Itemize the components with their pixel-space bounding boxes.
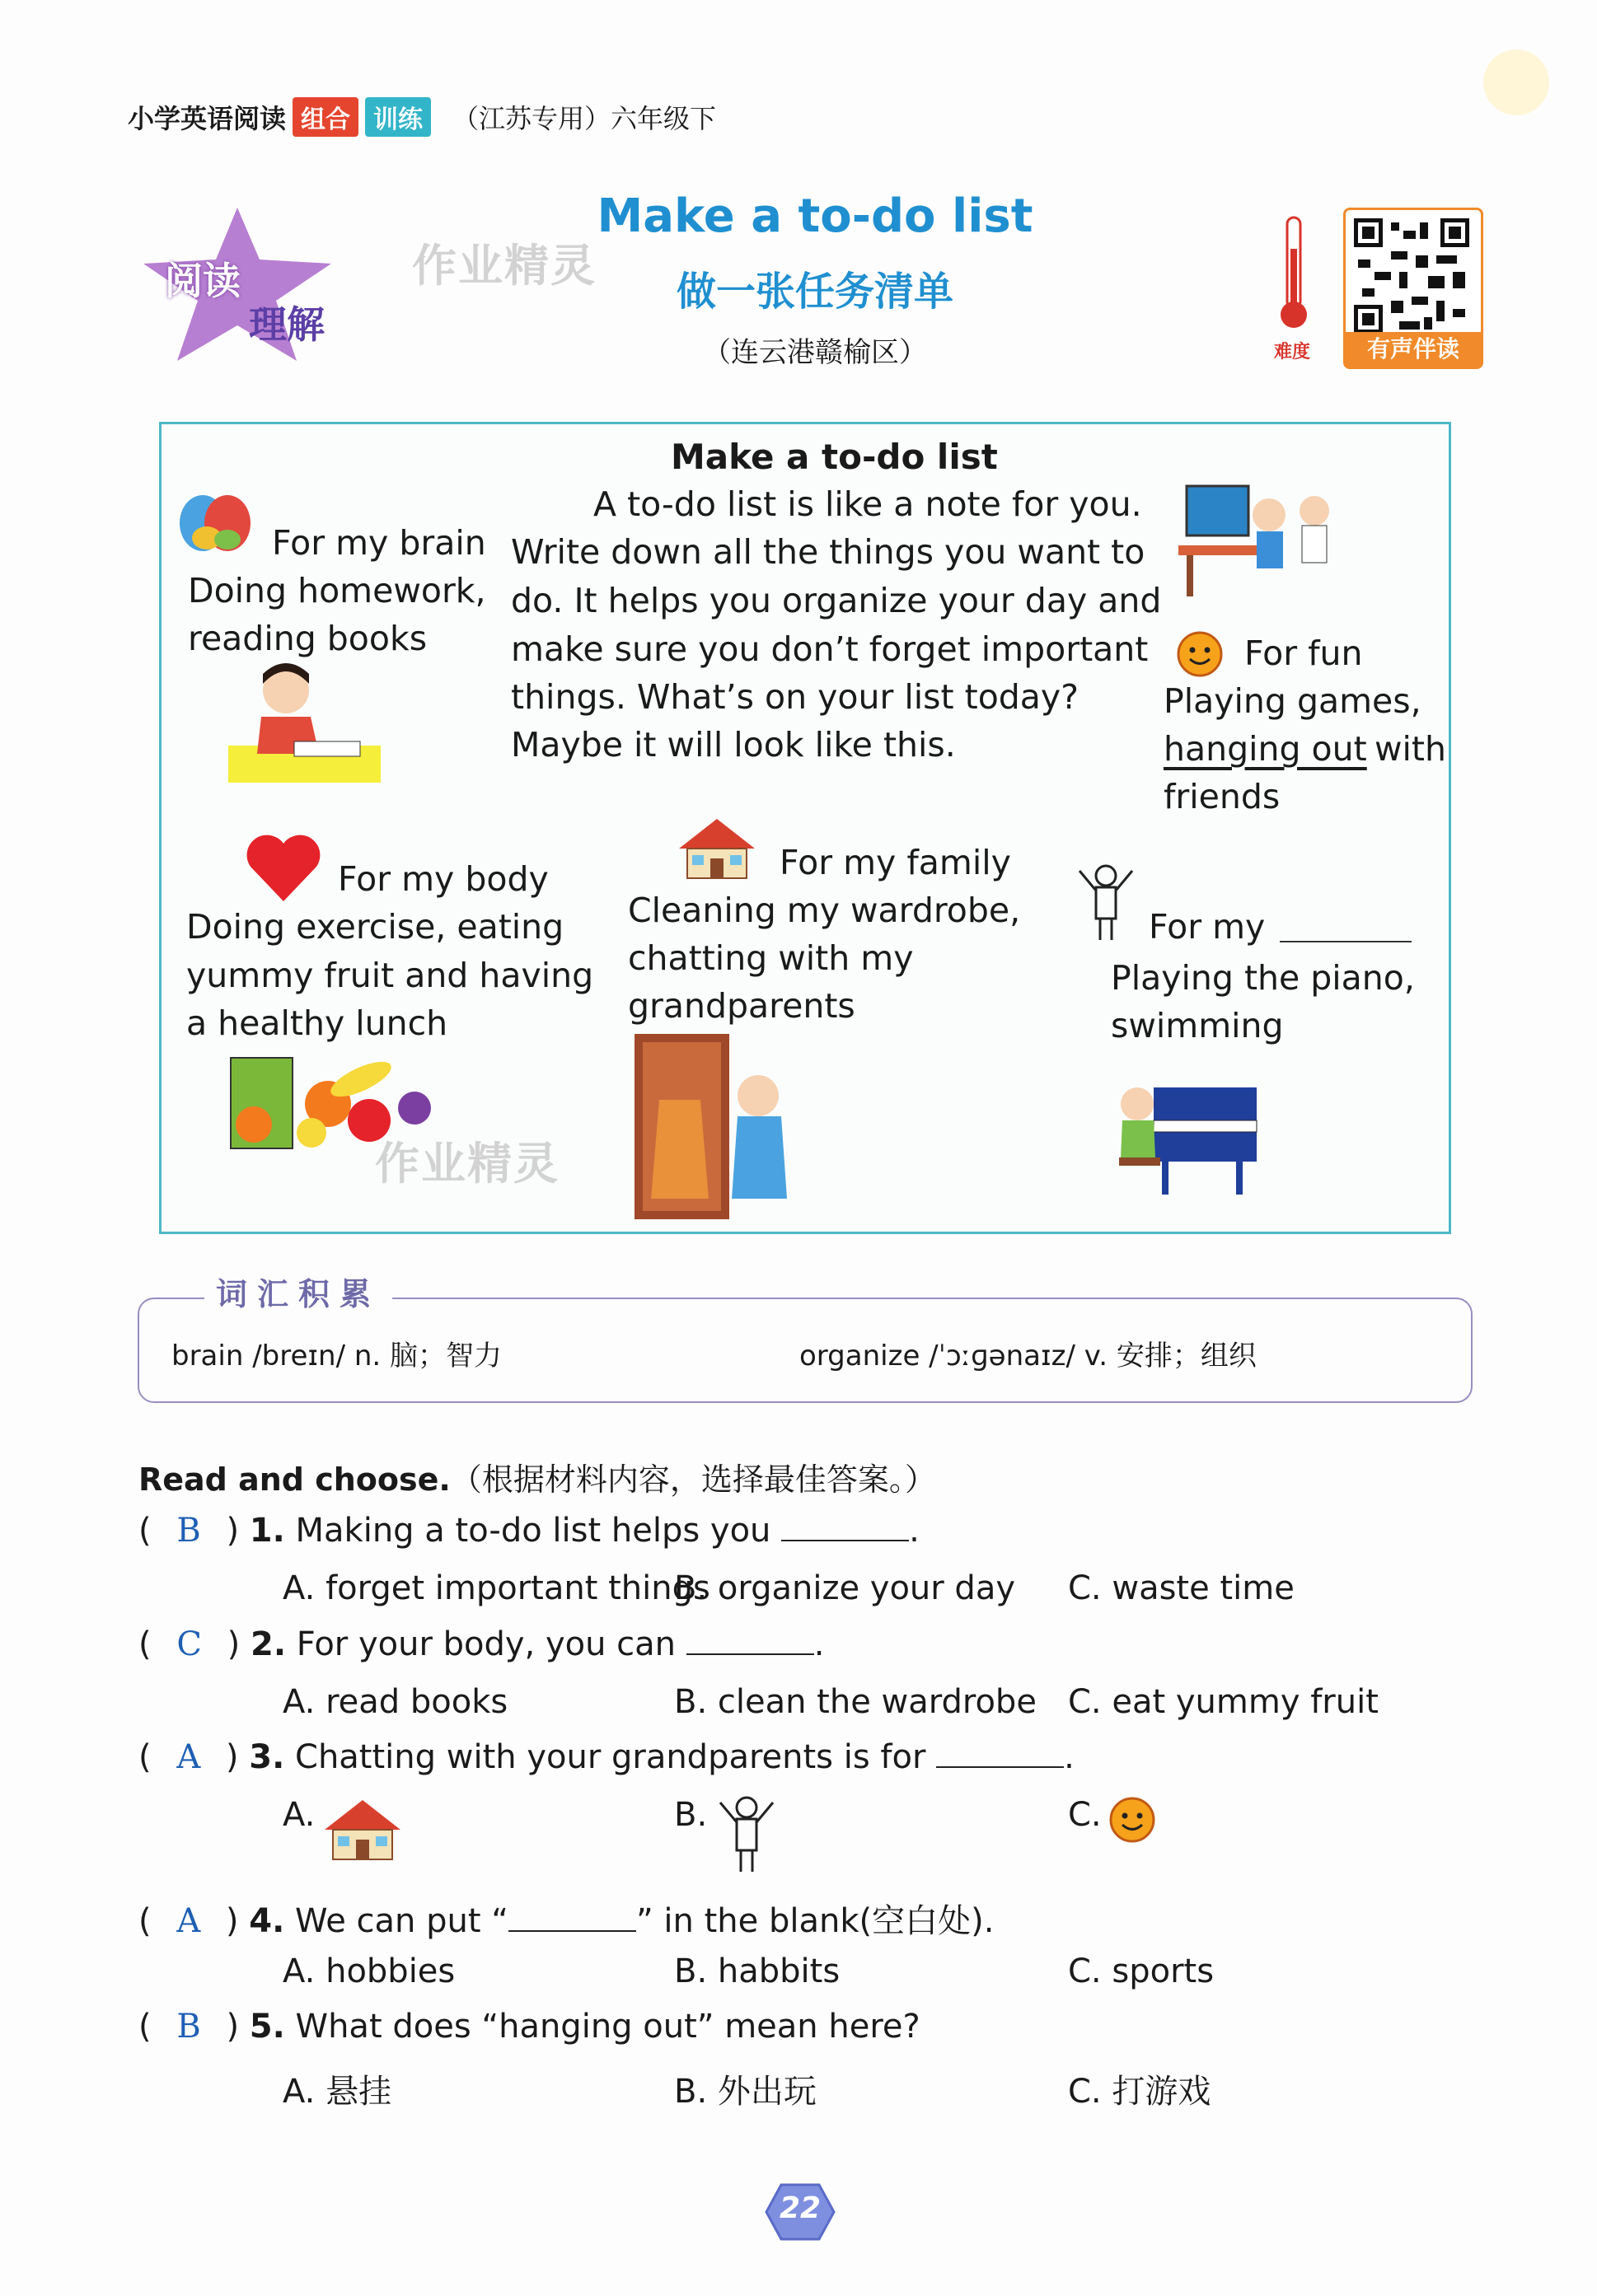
q3-stick-figure-icon <box>714 1793 780 1875</box>
fun-line-2b: with <box>1375 729 1446 769</box>
vocabulary-title: 词汇积累 <box>204 1269 392 1314</box>
question-2: ( C ) 2. For your body, you can . <box>138 1625 825 1663</box>
question-number-1: 1. <box>249 1512 285 1550</box>
answer-blank-3[interactable] <box>936 1766 1064 1768</box>
series-tag-2: 训练 <box>365 97 431 137</box>
family-line-3: grandparents <box>628 986 855 1026</box>
hobby-line-1: Playing the piano, <box>1111 958 1415 998</box>
series-tag-1: 组合 <box>293 97 358 137</box>
qr-code-icon <box>1354 218 1469 334</box>
series-name: 小学英语阅读 <box>128 103 287 134</box>
question-stem-5: What does “hanging out” mean here? <box>295 2008 920 2046</box>
intro-line-3: do. It helps you organize your day and <box>511 581 1162 620</box>
boy-wardrobe-illustration <box>635 1034 791 1219</box>
difficulty-thermometer-icon <box>1277 216 1310 331</box>
brain-icon <box>178 490 252 558</box>
smiley-face-icon <box>1176 630 1224 678</box>
answer-blank-4[interactable] <box>508 1930 636 1932</box>
fun-line-2-underlined: hanging out <box>1164 729 1367 769</box>
body-line-1: Doing exercise, eating <box>186 907 564 947</box>
brain-line-2: reading books <box>188 619 428 658</box>
hobby-line-2: swimming <box>1111 1006 1284 1045</box>
fun-line-3: friends <box>1164 777 1281 816</box>
answer-blank-1[interactable] <box>781 1540 909 1541</box>
q5-option-a: A. 悬挂 <box>283 2073 392 2111</box>
q2-option-c: C. eat yummy fruit <box>1068 1683 1379 1721</box>
question-3: ( A ) 3. Chatting with your grandparents is for . <box>138 1738 1075 1776</box>
question-number-5: 5. <box>249 2008 285 2046</box>
answer-2[interactable]: C <box>176 1625 202 1663</box>
audio-label: 有声伴读 <box>1346 332 1481 367</box>
q1-option-b: B. organize your day <box>674 1569 1016 1607</box>
fun-title: For fun <box>1244 634 1363 673</box>
answer-5[interactable]: B <box>176 2008 201 2046</box>
brain-line-1: Doing homework, <box>188 571 486 610</box>
q1-option-a: A. forget important things <box>283 1569 710 1607</box>
answer-1[interactable]: B <box>176 1512 201 1550</box>
girl-reading-illustration <box>228 659 381 783</box>
body-line-2: yummy fruit and having <box>186 956 594 995</box>
vocab-word-brain: brain /breɪn/ n. 脑；智力 <box>171 1340 502 1372</box>
q3-smiley-face-icon <box>1108 1796 1156 1844</box>
q5-option-b: B. 外出玩 <box>674 2073 817 2111</box>
difficulty-label: 难度 <box>1274 342 1311 362</box>
q4-option-a: A. hobbies <box>283 1952 456 1990</box>
badge-text-reading: 阅读 <box>165 259 241 303</box>
family-line-1: Cleaning my wardrobe, <box>628 891 1021 930</box>
answer-3[interactable]: A <box>176 1738 201 1776</box>
audio-qr-card[interactable] <box>1343 208 1483 369</box>
passage-title: Make a to-do list <box>671 437 998 477</box>
question-stem-3: Chatting with your grandparents is for <box>295 1738 926 1776</box>
q3-option-c: C. <box>1068 1796 1102 1834</box>
house-icon <box>676 816 758 881</box>
kids-computer-illustration <box>1178 478 1343 601</box>
badge-text-comprehension: 理解 <box>249 302 325 347</box>
page-number: 22 <box>779 2191 822 2225</box>
exercise-heading-en: Read and choose. <box>138 1461 451 1498</box>
hobby-blank <box>1280 941 1412 942</box>
question-stem-3-end: . <box>1064 1738 1075 1776</box>
intro-line-2: Write down all the things you want to <box>511 532 1145 572</box>
question-stem-2: For your body, you can <box>296 1625 677 1663</box>
hobby-title: For my <box>1149 907 1266 947</box>
q2-option-b: B. clean the wardrobe <box>674 1683 1037 1721</box>
q4-option-b: B. habbits <box>674 1952 841 1990</box>
stick-figure-icon <box>1073 861 1139 943</box>
q4-option-c: C. sports <box>1068 1952 1215 1990</box>
question-stem-4: We can put “ <box>295 1902 508 1940</box>
family-line-2: chatting with my <box>628 938 914 978</box>
series-header <box>128 97 716 137</box>
corner-decoration <box>1483 49 1549 115</box>
q5-option-c: C. 打游戏 <box>1068 2073 1211 2111</box>
question-4: ( A ) 4. We can put “ ” in the blank(空白处). <box>138 1902 995 1940</box>
question-stem-1: Making a to-do list helps you <box>295 1512 771 1550</box>
question-1: ( B ) 1. Making a to-do list helps you . <box>138 1512 920 1550</box>
fun-line-1: Playing games, <box>1164 681 1421 721</box>
vocab-word-organize: organize /ˈɔːɡənaɪz/ v. 安排；组织 <box>799 1340 1257 1372</box>
question-number-2: 2. <box>250 1625 287 1663</box>
family-title: For my family <box>780 843 1011 882</box>
answer-blank-2[interactable] <box>686 1653 814 1655</box>
question-5: ( B ) 5. What does “hanging out” mean here? <box>138 2008 920 2046</box>
question-number-4: 4. <box>249 1902 285 1940</box>
page-title-cn: 做一张任务清单 <box>676 269 953 315</box>
brain-title: For my brain <box>272 523 486 563</box>
q1-option-c: C. waste time <box>1068 1569 1295 1607</box>
question-number-3: 3. <box>249 1738 285 1776</box>
exercise-heading-cn: （根据材料内容，选择最佳答案。） <box>450 1461 936 1498</box>
answer-4[interactable]: A <box>176 1902 201 1940</box>
q3-house-icon <box>321 1796 404 1863</box>
watermark-2: 作业精灵 <box>375 1138 560 1190</box>
intro-line-6: Maybe it will look like this. <box>511 725 956 765</box>
intro-line-1: A to-do list is like a note for you. <box>593 484 1142 524</box>
exercise-heading <box>138 1454 936 1499</box>
heart-icon <box>244 832 323 903</box>
body-title: For my body <box>338 859 549 899</box>
series-edition: （江苏专用）六年级下 <box>452 103 717 134</box>
question-stem-1-end: . <box>909 1512 920 1550</box>
watermark: 作业精灵 <box>412 240 597 292</box>
question-stem-4-end: ” in the blank(空白处). <box>635 1902 995 1940</box>
page-title-en: Make a to-do list <box>597 189 1033 243</box>
q3-option-a: A. <box>283 1796 316 1834</box>
question-stem-2-end: . <box>813 1625 825 1663</box>
intro-line-4: make sure you don’t forget important <box>511 629 1149 669</box>
q2-option-a: A. read books <box>283 1683 508 1721</box>
girl-piano-illustration <box>1104 1071 1261 1195</box>
source-region: （连云港赣榆区） <box>703 336 927 369</box>
intro-line-5: things. What’s on your list today? <box>511 677 1079 717</box>
body-line-3: a healthy lunch <box>186 1003 448 1043</box>
q3-option-b: B. <box>674 1796 708 1834</box>
